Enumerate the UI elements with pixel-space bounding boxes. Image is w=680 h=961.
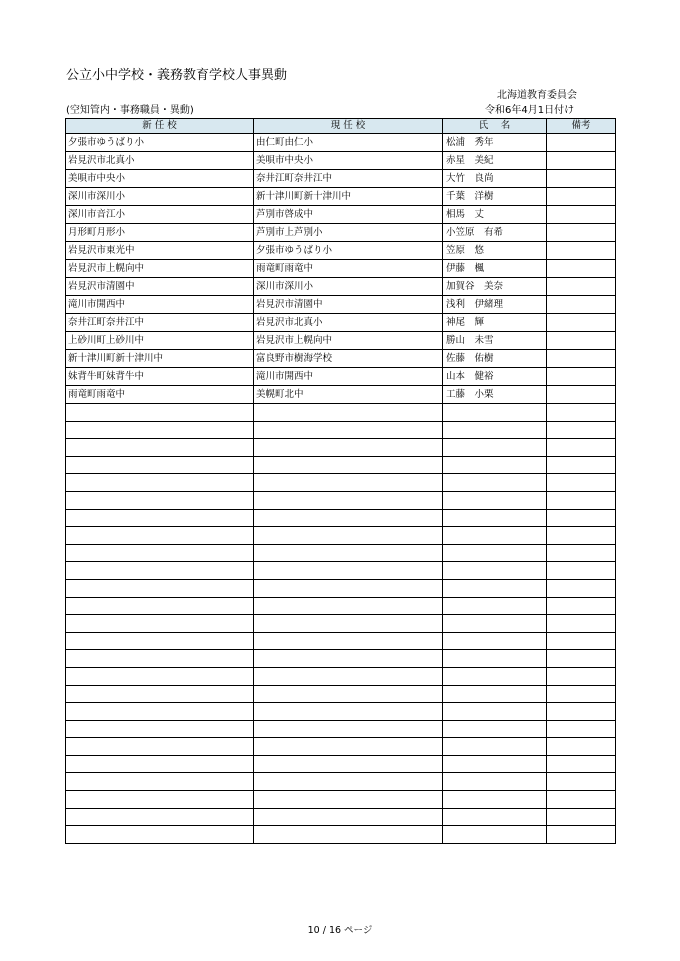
table-row: [66, 404, 616, 422]
new-school-cell: 上砂川町上砂川中: [66, 332, 254, 350]
name-cell: 千葉 洋樹: [443, 188, 547, 206]
table-row: [66, 456, 616, 474]
new-school-cell: [66, 791, 254, 809]
name-cell: 赤星 美紀: [443, 152, 547, 170]
remarks-cell: [547, 314, 616, 332]
current-school-cell: 富良野市樹海学校: [254, 350, 443, 368]
remarks-cell: [547, 738, 616, 756]
current-school-cell: [254, 632, 443, 650]
current-school-cell: 美幌町北中: [254, 386, 443, 404]
current-school-cell: [254, 421, 443, 439]
name-cell: 小笠原 有希: [443, 224, 547, 242]
table-row: [66, 527, 616, 545]
new-school-cell: [66, 667, 254, 685]
new-school-cell: 深川市音江小: [66, 206, 254, 224]
table-row: [66, 206, 616, 224]
current-school-cell: 深川市深川小: [254, 278, 443, 296]
remarks-cell: [547, 755, 616, 773]
table-row: [66, 826, 616, 844]
remarks-cell: [547, 544, 616, 562]
remarks-cell: [547, 826, 616, 844]
name-cell: [443, 456, 547, 474]
table-row: [66, 188, 616, 206]
new-school-cell: [66, 615, 254, 633]
name-cell: [443, 650, 547, 668]
current-school-cell: [254, 562, 443, 580]
table-row: [66, 296, 616, 314]
table-row: [66, 808, 616, 826]
remarks-cell: [547, 685, 616, 703]
header-new-school: 新 任 校: [66, 119, 254, 134]
new-school-cell: [66, 720, 254, 738]
name-cell: [443, 667, 547, 685]
current-school-cell: 新十津川町新十津川中: [254, 188, 443, 206]
current-school-cell: 由仁町由仁小: [254, 134, 443, 152]
new-school-cell: [66, 808, 254, 826]
remarks-cell: [547, 650, 616, 668]
remarks-cell: [547, 242, 616, 260]
name-cell: 加賀谷 美奈: [443, 278, 547, 296]
new-school-cell: [66, 685, 254, 703]
remarks-cell: [547, 562, 616, 580]
page-number: 10 / 16 ページ: [307, 925, 373, 936]
current-school-cell: 岩見沢市上幌向中: [254, 332, 443, 350]
current-school-cell: [254, 579, 443, 597]
new-school-cell: [66, 509, 254, 527]
new-school-cell: [66, 579, 254, 597]
name-cell: 神尾 輝: [443, 314, 547, 332]
remarks-cell: [547, 456, 616, 474]
header-current-school: 現 任 校: [254, 119, 443, 134]
name-cell: [443, 544, 547, 562]
new-school-cell: 岩見沢市清園中: [66, 278, 254, 296]
table-row: [66, 134, 616, 152]
table-row: [66, 314, 616, 332]
current-school-cell: [254, 808, 443, 826]
remarks-cell: [547, 615, 616, 633]
table-row: [66, 544, 616, 562]
name-cell: 伊藤 楓: [443, 260, 547, 278]
current-school-cell: [254, 703, 443, 721]
table-row: [66, 703, 616, 721]
current-school-cell: [254, 544, 443, 562]
name-cell: [443, 826, 547, 844]
new-school-cell: [66, 456, 254, 474]
header-name: 氏 名: [443, 119, 547, 134]
new-school-cell: 滝川市開西中: [66, 296, 254, 314]
remarks-cell: [547, 386, 616, 404]
name-cell: [443, 632, 547, 650]
new-school-cell: 岩見沢市上幌向中: [66, 260, 254, 278]
name-cell: 勝山 未雪: [443, 332, 547, 350]
table-row: [66, 332, 616, 350]
current-school-cell: 奈井江町奈井江中: [254, 170, 443, 188]
table-row: [66, 260, 616, 278]
remarks-cell: [547, 278, 616, 296]
current-school-cell: [254, 667, 443, 685]
new-school-cell: 雨竜町雨竜中: [66, 386, 254, 404]
current-school-cell: [254, 826, 443, 844]
remarks-cell: [547, 170, 616, 188]
current-school-cell: 芦別市啓成中: [254, 206, 443, 224]
name-cell: [443, 421, 547, 439]
remarks-cell: [547, 404, 616, 422]
new-school-cell: [66, 404, 254, 422]
current-school-cell: [254, 491, 443, 509]
current-school-cell: [254, 720, 443, 738]
table-row: [66, 474, 616, 492]
remarks-cell: [547, 224, 616, 242]
remarks-cell: [547, 421, 616, 439]
name-cell: [443, 808, 547, 826]
name-cell: [443, 791, 547, 809]
remarks-cell: [547, 188, 616, 206]
new-school-cell: [66, 421, 254, 439]
name-cell: [443, 439, 547, 457]
current-school-cell: [254, 509, 443, 527]
name-cell: [443, 527, 547, 545]
new-school-cell: 月形町月形小: [66, 224, 254, 242]
new-school-cell: 岩見沢市東光中: [66, 242, 254, 260]
name-cell: [443, 685, 547, 703]
table-row: [66, 242, 616, 260]
name-cell: [443, 615, 547, 633]
table-header-row: [66, 119, 616, 134]
remarks-cell: [547, 491, 616, 509]
name-cell: [443, 755, 547, 773]
current-school-cell: [254, 527, 443, 545]
table-row: [66, 170, 616, 188]
new-school-cell: [66, 703, 254, 721]
name-cell: [443, 597, 547, 615]
new-school-cell: 奈井江町奈井江中: [66, 314, 254, 332]
table-row: [66, 152, 616, 170]
name-cell: [443, 703, 547, 721]
table-body: [66, 134, 616, 844]
current-school-cell: [254, 615, 443, 633]
remarks-cell: [547, 720, 616, 738]
table-row: [66, 685, 616, 703]
table-row: [66, 278, 616, 296]
remarks-cell: [547, 667, 616, 685]
header-remarks: 備考: [547, 119, 616, 134]
name-cell: 工藤 小栗: [443, 386, 547, 404]
remarks-cell: [547, 332, 616, 350]
new-school-cell: [66, 562, 254, 580]
new-school-cell: [66, 491, 254, 509]
remarks-cell: [547, 474, 616, 492]
remarks-cell: [547, 509, 616, 527]
document-subtitle: (空知管内・事務職員・異動): [66, 105, 194, 116]
table-row: [66, 224, 616, 242]
remarks-cell: [547, 350, 616, 368]
new-school-cell: [66, 773, 254, 791]
new-school-cell: [66, 650, 254, 668]
organization-name: 北海道教育委員会: [497, 90, 577, 101]
current-school-cell: [254, 685, 443, 703]
effective-date: 令和6年4月1日付け: [485, 105, 575, 116]
name-cell: [443, 509, 547, 527]
current-school-cell: 美唄市中央小: [254, 152, 443, 170]
current-school-cell: [254, 439, 443, 457]
remarks-cell: [547, 368, 616, 386]
new-school-cell: [66, 755, 254, 773]
table-row: [66, 720, 616, 738]
remarks-cell: [547, 579, 616, 597]
table-row: [66, 368, 616, 386]
current-school-cell: 岩見沢市北真小: [254, 314, 443, 332]
remarks-cell: [547, 206, 616, 224]
current-school-cell: 滝川市開西中: [254, 368, 443, 386]
current-school-cell: [254, 755, 443, 773]
document-title: 公立小中学校・義務教育学校人事異動: [66, 68, 288, 83]
current-school-cell: 雨竜町雨竜中: [254, 260, 443, 278]
personnel-table: [65, 118, 616, 844]
new-school-cell: [66, 474, 254, 492]
table-row: [66, 738, 616, 756]
table-row: [66, 421, 616, 439]
table-row: [66, 579, 616, 597]
new-school-cell: [66, 738, 254, 756]
name-cell: [443, 562, 547, 580]
remarks-cell: [547, 527, 616, 545]
remarks-cell: [547, 703, 616, 721]
current-school-cell: 芦別市上芦別小: [254, 224, 443, 242]
current-school-cell: [254, 456, 443, 474]
new-school-cell: [66, 597, 254, 615]
table-row: [66, 667, 616, 685]
current-school-cell: [254, 738, 443, 756]
remarks-cell: [547, 260, 616, 278]
new-school-cell: [66, 544, 254, 562]
new-school-cell: 深川市深川小: [66, 188, 254, 206]
new-school-cell: [66, 527, 254, 545]
remarks-cell: [547, 152, 616, 170]
remarks-cell: [547, 808, 616, 826]
table-row: [66, 597, 616, 615]
table-row: [66, 773, 616, 791]
current-school-cell: [254, 773, 443, 791]
current-school-cell: [254, 474, 443, 492]
table-row: [66, 615, 616, 633]
name-cell: 松浦 秀年: [443, 134, 547, 152]
remarks-cell: [547, 296, 616, 314]
table-row: [66, 491, 616, 509]
name-cell: [443, 579, 547, 597]
current-school-cell: [254, 650, 443, 668]
remarks-cell: [547, 597, 616, 615]
current-school-cell: [254, 597, 443, 615]
new-school-cell: 岩見沢市北真小: [66, 152, 254, 170]
table-row: [66, 439, 616, 457]
name-cell: [443, 404, 547, 422]
remarks-cell: [547, 773, 616, 791]
remarks-cell: [547, 134, 616, 152]
name-cell: [443, 474, 547, 492]
name-cell: 山本 健裕: [443, 368, 547, 386]
new-school-cell: [66, 632, 254, 650]
current-school-cell: 夕張市ゆうばり小: [254, 242, 443, 260]
current-school-cell: [254, 404, 443, 422]
table-row: [66, 632, 616, 650]
name-cell: 相馬 丈: [443, 206, 547, 224]
name-cell: [443, 738, 547, 756]
new-school-cell: 夕張市ゆうばり小: [66, 134, 254, 152]
table-row: [66, 509, 616, 527]
name-cell: 佐藤 佑樹: [443, 350, 547, 368]
remarks-cell: [547, 632, 616, 650]
name-cell: 笠原 悠: [443, 242, 547, 260]
new-school-cell: 新十津川町新十津川中: [66, 350, 254, 368]
name-cell: 大竹 良尚: [443, 170, 547, 188]
name-cell: [443, 491, 547, 509]
name-cell: [443, 720, 547, 738]
new-school-cell: [66, 826, 254, 844]
remarks-cell: [547, 791, 616, 809]
current-school-cell: 岩見沢市清園中: [254, 296, 443, 314]
table-row: [66, 650, 616, 668]
current-school-cell: [254, 791, 443, 809]
table-row: [66, 386, 616, 404]
table-row: [66, 791, 616, 809]
new-school-cell: 美唄市中央小: [66, 170, 254, 188]
remarks-cell: [547, 439, 616, 457]
table-row: [66, 350, 616, 368]
new-school-cell: [66, 439, 254, 457]
name-cell: 浅利 伊緒理: [443, 296, 547, 314]
table-row: [66, 755, 616, 773]
name-cell: [443, 773, 547, 791]
table-row: [66, 562, 616, 580]
new-school-cell: 妹背牛町妹背牛中: [66, 368, 254, 386]
